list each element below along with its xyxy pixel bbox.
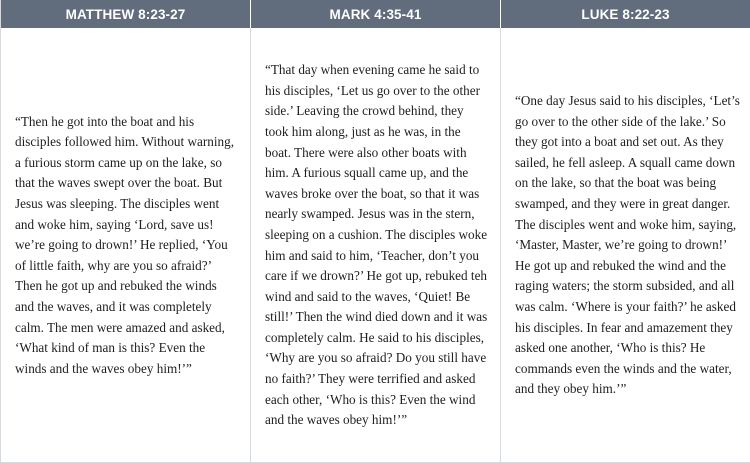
cell-matthew [1, 28, 251, 463]
cell-luke [501, 28, 750, 463]
passage-mark: “That day when evening came he said to his disciples, ‘Let us go over to the other side.’ Leaving the crowd behind, they took him along, just as he was, in the boat. There were also other boats with him. A furious squall came up, and the waves broke over the boat, so that it was nearly swamped. Jesus was in the stern, sleeping on a cushion. The disciples woke him and said to him, ‘Teacher, don’t you care if we drown?’ He got up, rebuked teh wind and said to the waves, ‘Quiet! Be still!’ Then the wind died down and it was completely calm. He said to his disciples, ‘Why are you so afraid? Do you still have no faith?’ They were terrified and asked each other, ‘Who is this? Even the wind and the waves obey him!’” [265, 62, 488, 428]
header-matthew: MATTHEW 8:23-27 [1, 0, 251, 28]
passage-matthew: “Then he got into the boat and his disciples followed him. Without warning, a furious storm came up on the lake, so that the waves swept over the boat. But Jesus was sleeping. The disciples went and woke him, saying ‘Lord, save us! we’re going to drown!’ He replied, ‘You of little faith, why are you so afraid?’ Then he got up and rebuked the winds and the waves, and it was completely calm. The men were amazed and asked, ‘What kind of man is this? Even the winds and the waves obey him!’” [15, 113, 234, 376]
header-mark: MARK 4:35-41 [251, 0, 501, 28]
cell-mark [251, 28, 501, 463]
passage-luke: “One day Jesus said to his disciples, ‘Let’s go over to the other side of the lake.’ So they got into a boat and set out. As they sailed, he fell asleep. A squall came down on the lake, so that the boat was being swamped, and they were in great danger. The disciples went and woke him, saying, ‘Master, Master, we’re going to drown!’ He got up and rebuked the wind and the raging waters; the storm subsided, and all was calm. ‘Where is your faith?’ he asked his disciples. In fear and amazement they asked one another, ‘Who is this? He commands even the winds and the water, and they obey him.’” [515, 93, 740, 397]
header-luke: LUKE 8:22-23 [501, 0, 750, 28]
